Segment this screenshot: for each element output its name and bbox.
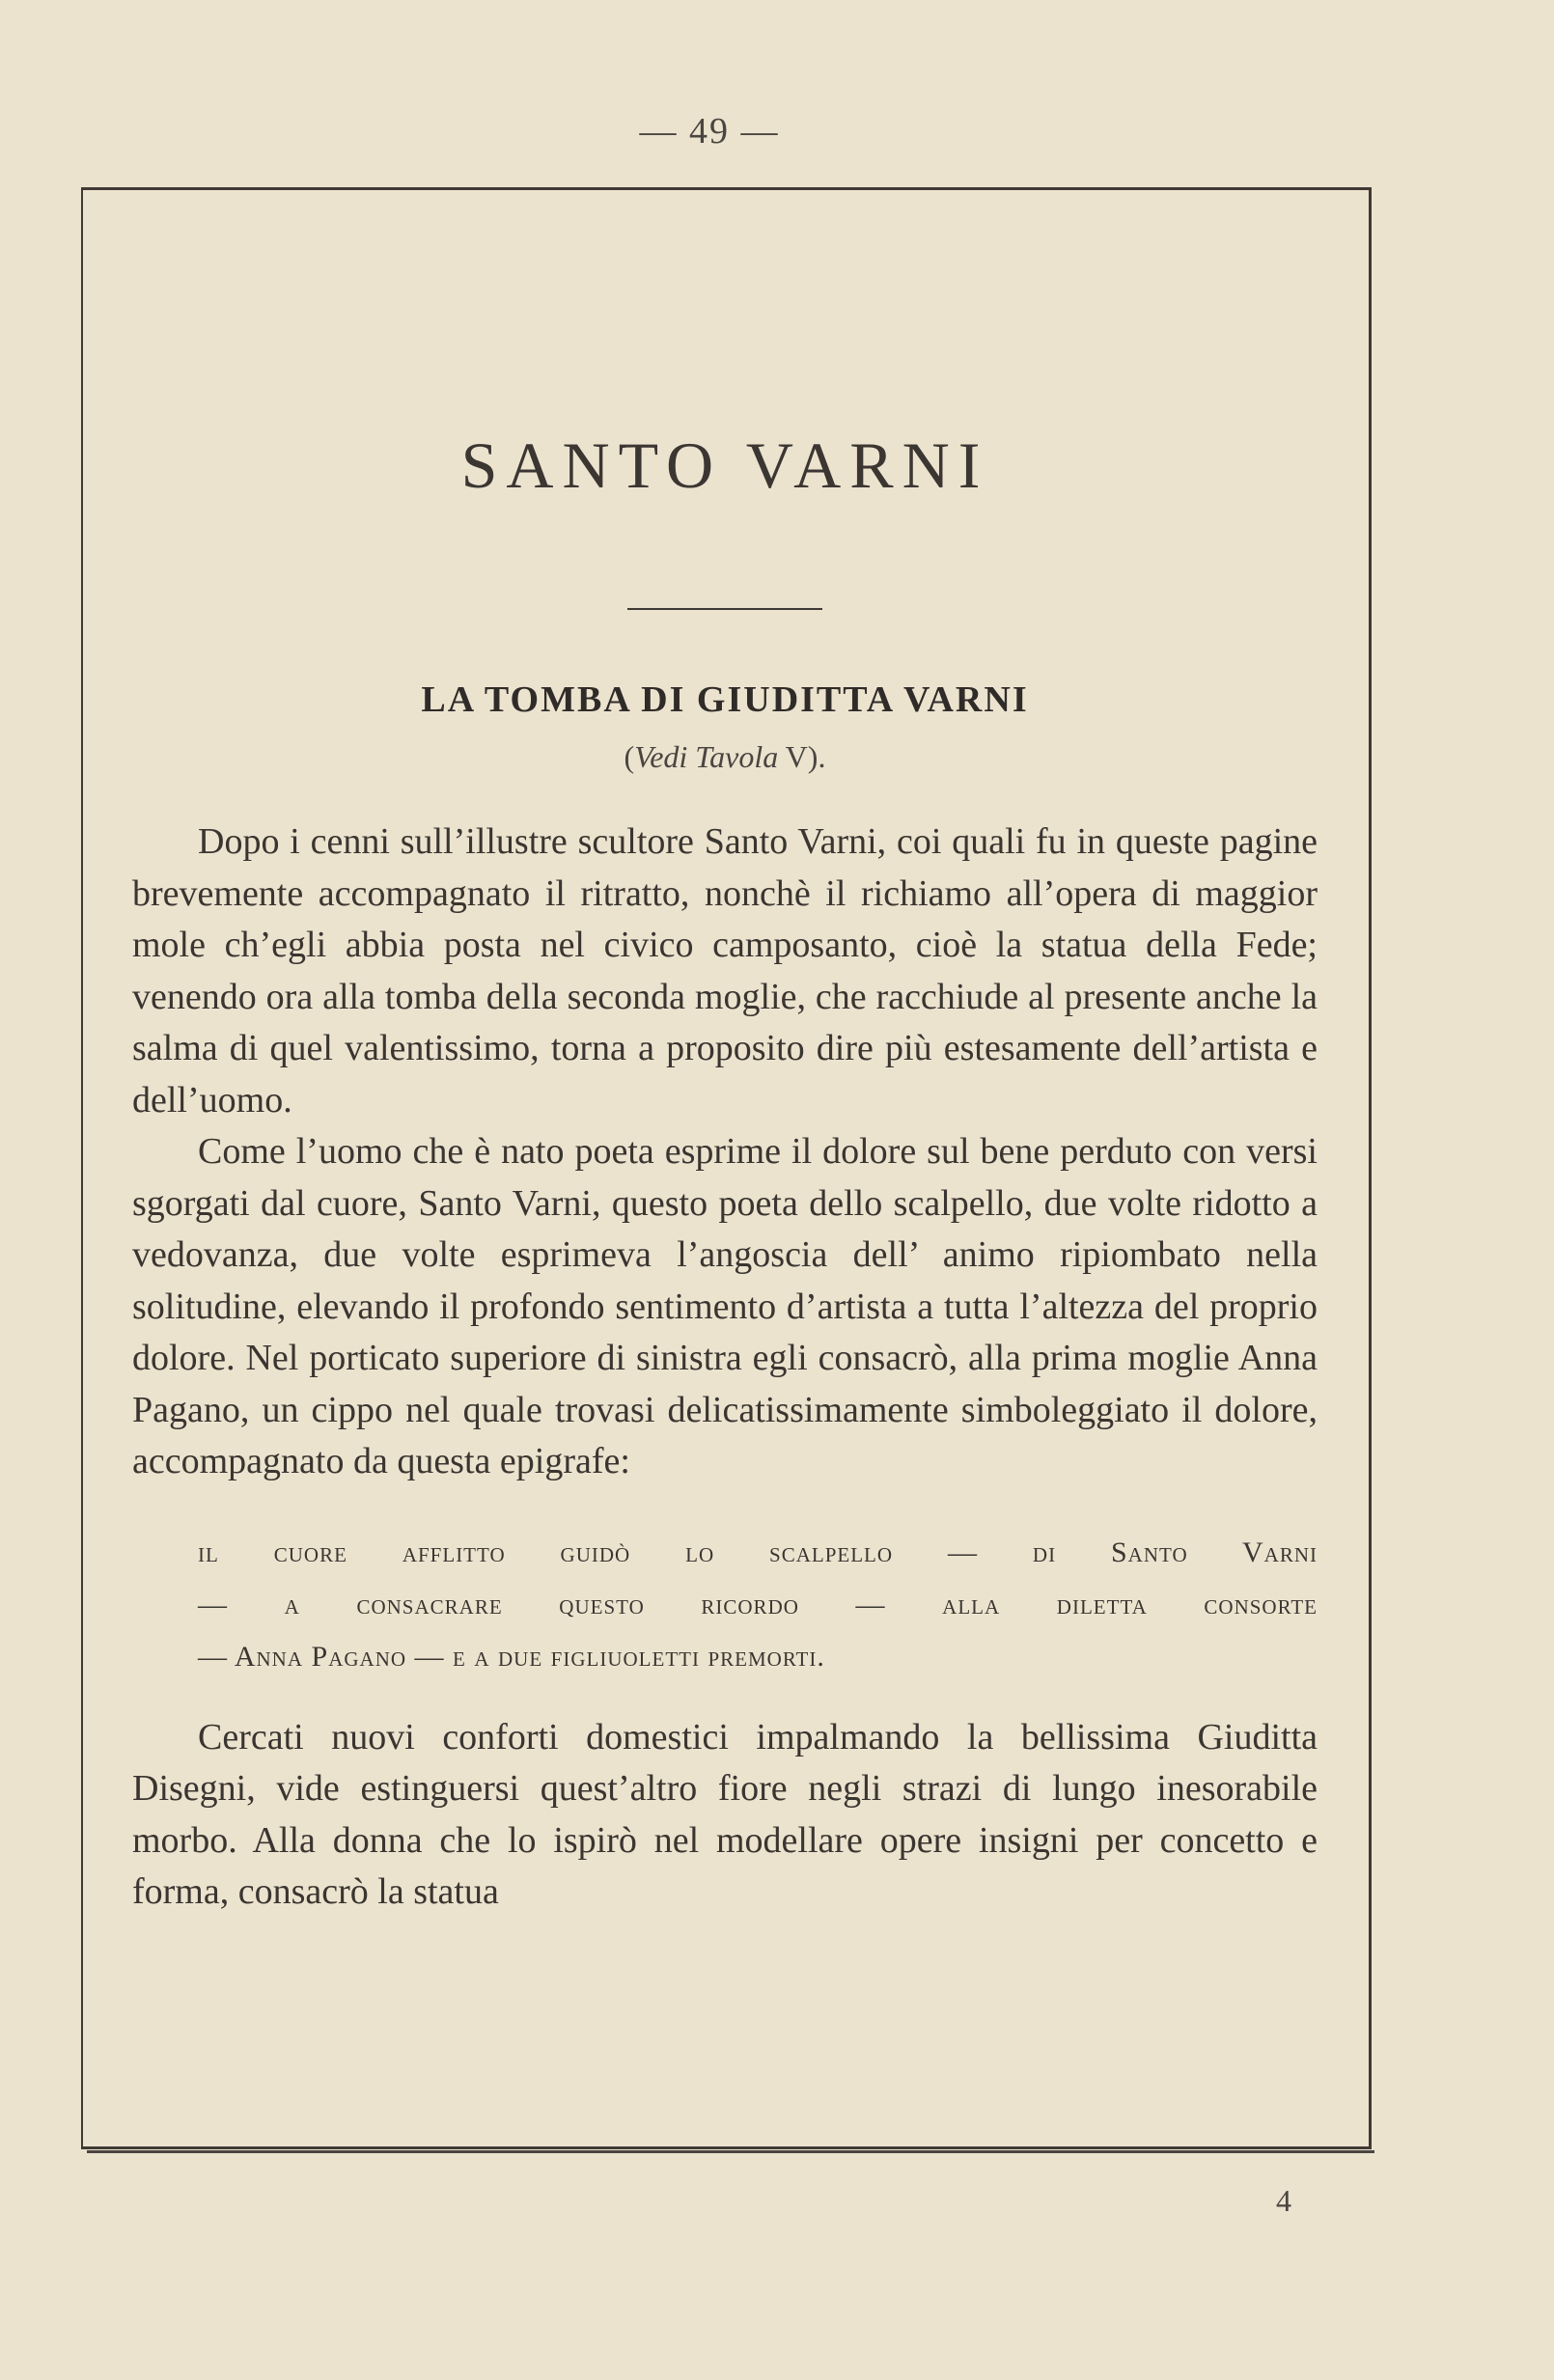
paragraph: Dopo i cenni sull’illustre scultore Santo Varni, coi quali fu in queste pagine brevemente accompagnato il ritratto, nonchè il richiamo all’opera di maggior mole ch’egli abbia posta nel civico camposanto, cioè la statua della Fede; venendo ora alla tomba della seconda moglie, che racchiude al presente anche la salma di quel valentissimo, torna a proposito dire più estesamente dell’artista e dell’uomo. (132, 821, 1318, 1121)
epigraph-line: — a consacrare questo ricordo — alla diletta consorte (198, 1588, 1318, 1620)
plate-reference (132, 737, 1318, 776)
title-divider (627, 608, 822, 610)
epigraph (132, 1527, 1318, 1683)
epigraph-line: — Anna Pagano — e a due figliuoletti premorti. (198, 1640, 825, 1673)
epigraph-line: il cuore afflitto guidò lo scalpello — di Santo Varni (198, 1536, 1318, 1568)
article-subtitle: LA TOMBA DI GIUDITTA VARNI (421, 679, 1029, 720)
plate-reference-rest: V). (778, 739, 826, 774)
plate-reference-italic: Vedi Tavola (634, 739, 779, 774)
plate-reference-open: ( (624, 739, 635, 774)
page-number: — 49 — (639, 111, 780, 152)
signature-mark: 4 (1276, 2183, 1291, 2218)
article-title: SANTO VARNI (460, 429, 989, 502)
frame-bottom-rule (87, 2150, 1374, 2153)
paragraph: Cercati nuovi conforti domestici impalmando la bellissima Giuditta Disegni, vide estinguersi quest’altro fiore negli strazi di lungo inesorabile morbo. Alla donna che lo ispirò nel modellare opere insigni per concetto e forma, consacrò la statua (132, 1716, 1318, 1912)
article-body (132, 425, 1318, 1919)
paragraph: Come l’uomo che è nato poeta esprime il dolore sul bene perduto con versi sgorgati dal cuore, Santo Varni, questo poeta dello scalpello, due volte ridotto a vedovanza, due volte esprimeva l’angoscia dell’ animo ripiombato nella solitudine, elevando il profondo sentimento d’artista a tutta l’altezza del proprio dolore. Nel porticato superiore di sinistra egli consacrò, alla prima moglie Anna Pagano, un cippo nel quale trovasi delicatissimamente simboleggiato il dolore, accompagnato da questa epigrafe: (132, 1131, 1318, 1481)
